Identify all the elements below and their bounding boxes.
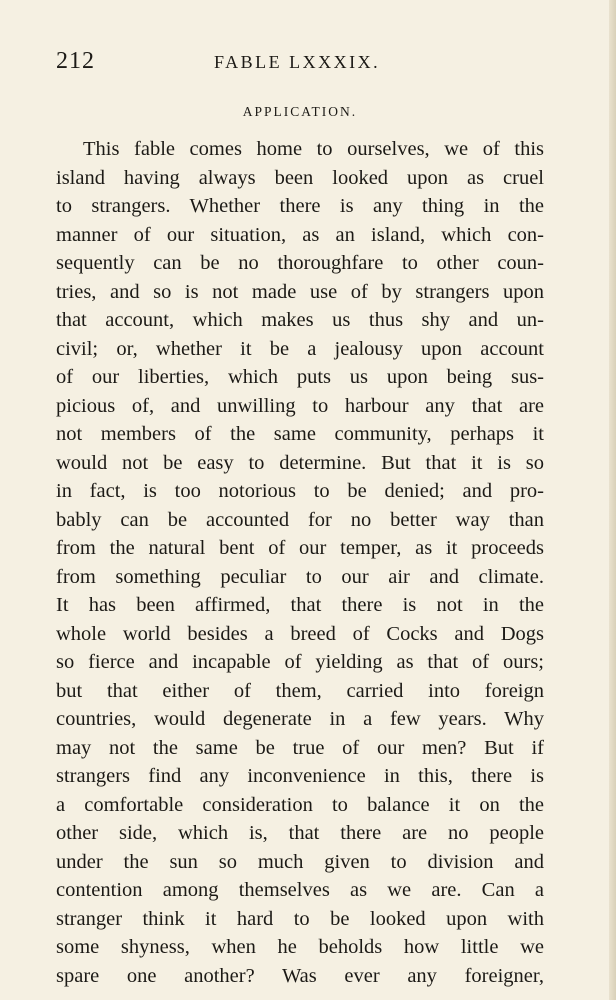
text-line: not members of the same community, perhaps it (56, 423, 544, 445)
section-heading: APPLICATION. (242, 104, 358, 119)
text-line: other side, which is, that there are no people (56, 822, 544, 844)
page-number: 212 (56, 48, 95, 74)
body-text (56, 135, 544, 990)
text-line: contention among themselves as we are. Can a (56, 879, 544, 901)
text-line: under the sun so much given to division and (56, 850, 544, 873)
text-line: a comfortable consideration to balance it on the (56, 793, 544, 816)
text-line: so fierce and incapable of yielding as that of ours; (56, 651, 544, 673)
text-line: island having always been looked upon as cruel (56, 166, 544, 189)
text-line: This fable comes home to ourselves, we of this (83, 138, 544, 160)
text-line: civil; or, whether it be a jealousy upon account (56, 337, 544, 360)
running-head (56, 48, 544, 78)
text-line: of our liberties, which puts us upon being sus- (56, 366, 544, 388)
text-line: countries, would degenerate in a few years. Why (56, 708, 544, 730)
text-line: bably can be accounted for no better way than (56, 508, 544, 531)
text-line: sequently can be no thoroughfare to other coun- (56, 252, 544, 274)
text-line: strangers find any inconvenience in this, there is (56, 765, 544, 787)
text-line: but that either of them, carried into foreign (56, 679, 544, 702)
text-line: whole world besides a breed of Cocks and Dogs (56, 622, 544, 645)
text-line: It has been affirmed, that there is not in the (56, 594, 544, 616)
text-line: stranger think it hard to be looked upon with (56, 907, 544, 930)
text-line: some shyness, when he beholds how little we (56, 936, 544, 958)
text-line: tries, and so is not made use of by strangers upon (56, 280, 544, 303)
text-line: would not be easy to determine. But that it is so (56, 451, 544, 474)
text-line: spare one another? Was ever any foreigner, (56, 964, 544, 987)
text-line: from something peculiar to our air and climate. (56, 565, 544, 588)
text-line: to strangers. Whether there is any thing in the (56, 195, 544, 217)
page-edge (609, 0, 616, 1000)
text-line: that account, which makes us thus shy and un- (56, 309, 544, 331)
running-title: FABLE LXXXIX. (214, 52, 381, 72)
text-line: from the natural bent of our temper, as it proceeds (56, 537, 544, 559)
text-line: in fact, is too notorious to be denied; and pro- (56, 480, 544, 502)
text-line: picious of, and unwilling to harbour any that are (56, 394, 544, 417)
text-line: may not the same be true of our men? But if (56, 736, 544, 759)
text-line: manner of our situation, as an island, which con- (56, 223, 544, 246)
